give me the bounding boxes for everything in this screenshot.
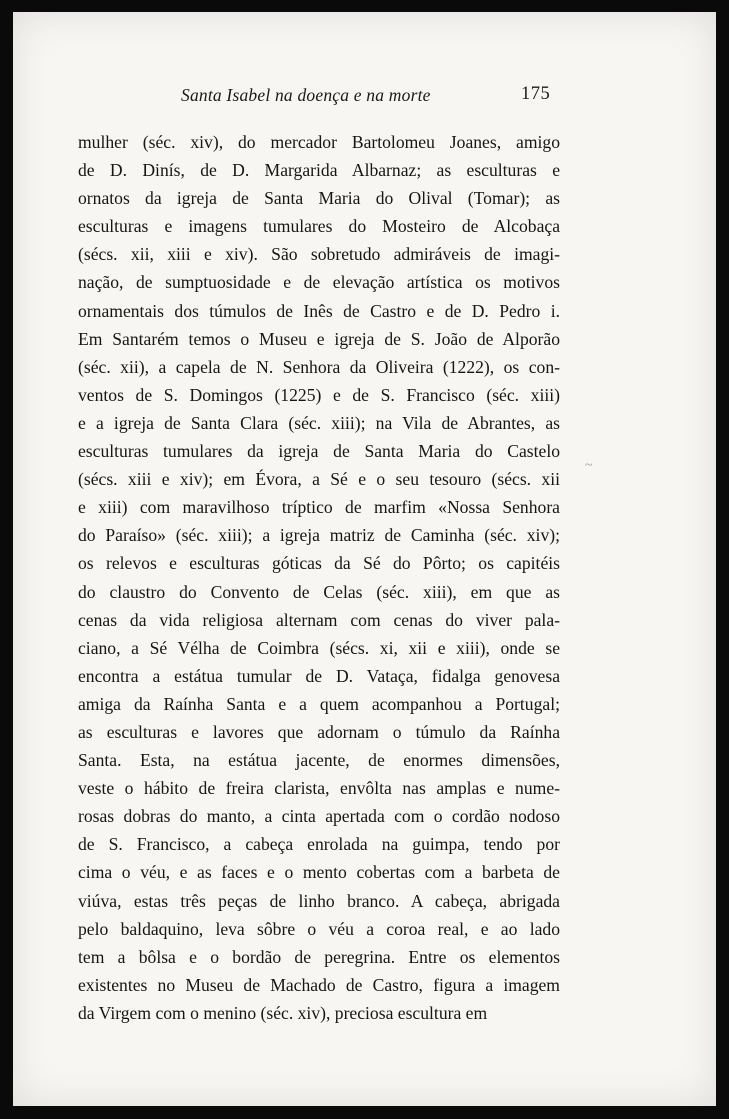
text-line: mulher (séc. xiv), do mercador Bartolomeu Joanes, amigo	[78, 132, 560, 152]
text-line: rosas dobras do manto, a cinta apertada com o cordão nodoso	[78, 806, 560, 827]
text-line: ventos de S. Domingos (1225) e de S. Francisco (séc. xiii)	[78, 384, 560, 405]
text-line: cenas da vida religiosa alternam com cenas do viver pala-	[78, 609, 560, 630]
text-line: de D. Dinís, de D. Margarida Albarnaz; as esculturas e	[78, 160, 560, 181]
margin-mark: ~	[585, 458, 593, 473]
text-line: e xiii) com maravilhoso tríptico de marfim «Nossa Senhora	[78, 497, 560, 518]
text-line: do claustro do Convento de Celas (séc. xiii), em que as	[78, 581, 560, 602]
page-header	[13, 85, 716, 111]
text-line: Em Santarém temos o Museu e igreja de S. João de Alporão	[78, 328, 560, 349]
text-line: Santa. Esta, na estátua jacente, de enormes dimensões,	[78, 750, 560, 771]
text-line: encontra a estátua tumular de D. Vataça, fidalga genovesa	[78, 665, 560, 686]
text-line: ornamentais dos túmulos de Inês de Castro e de D. Pedro i.	[78, 300, 560, 321]
text-line: do Paraíso» (séc. xiii); a igreja matriz de Caminha (séc. xiv);	[78, 525, 560, 546]
text-line: viúva, estas três peças de linho branco. A cabeça, abrigada	[78, 890, 560, 911]
text-line: (séc. xii), a capela de N. Senhora da Oliveira (1222), os con-	[78, 356, 560, 377]
text-line: amiga da Raínha Santa e a quem acompanhou a Portugal;	[78, 693, 560, 714]
text-line: nação, de sumptuosidade e de elevação artística os motivos	[78, 272, 560, 293]
page-number: 175	[521, 84, 551, 104]
text-line: ciano, a Sé Vélha de Coimbra (sécs. xi, xii e xiii), onde se	[78, 637, 560, 658]
text-line: existentes no Museu de Machado de Castro, figura a imagem	[78, 974, 560, 995]
text-line: de S. Francisco, a cabeça enrolada na guimpa, tendo por	[78, 834, 560, 855]
text-line: da Virgem com o menino (séc. xiv), preciosa escultura em	[78, 1002, 488, 1023]
text-line: tem a bôlsa e o bordão de peregrina. Entre os elementos	[78, 946, 560, 967]
text-line: (sécs. xii, xiii e xiv). São sobretudo admiráveis de imagi-	[78, 244, 560, 265]
text-line: pelo baldaquino, leva sôbre o véu a coroa real, e ao lado	[78, 918, 560, 939]
text-line: os relevos e esculturas góticas da Sé do Pôrto; os capitéis	[78, 553, 560, 574]
text-line: (sécs. xiii e xiv); em Évora, a Sé e o seu tesouro (sécs. xii	[78, 469, 560, 490]
book-page	[13, 12, 716, 1106]
running-title: Santa Isabel na doença e na morte	[181, 85, 431, 105]
text-line: veste o hábito de freira clarista, envôlta nas amplas e nume-	[78, 778, 560, 799]
text-line: ornatos da igreja de Santa Maria do Olival (Tomar); as	[78, 188, 560, 209]
text-line: as esculturas e lavores que adornam o túmulo da Raínha	[78, 721, 560, 742]
text-line: esculturas tumulares da igreja de Santa Maria do Castelo	[78, 441, 560, 462]
text-line: esculturas e imagens tumulares do Mosteiro de Alcobaça	[78, 216, 560, 237]
text-line: e a igreja de Santa Clara (séc. xiii); na Vila de Abrantes, as	[78, 412, 560, 433]
body-text	[78, 128, 560, 1027]
text-line: cima o véu, e as faces e o mento cobertas com a barbeta de	[78, 862, 560, 883]
